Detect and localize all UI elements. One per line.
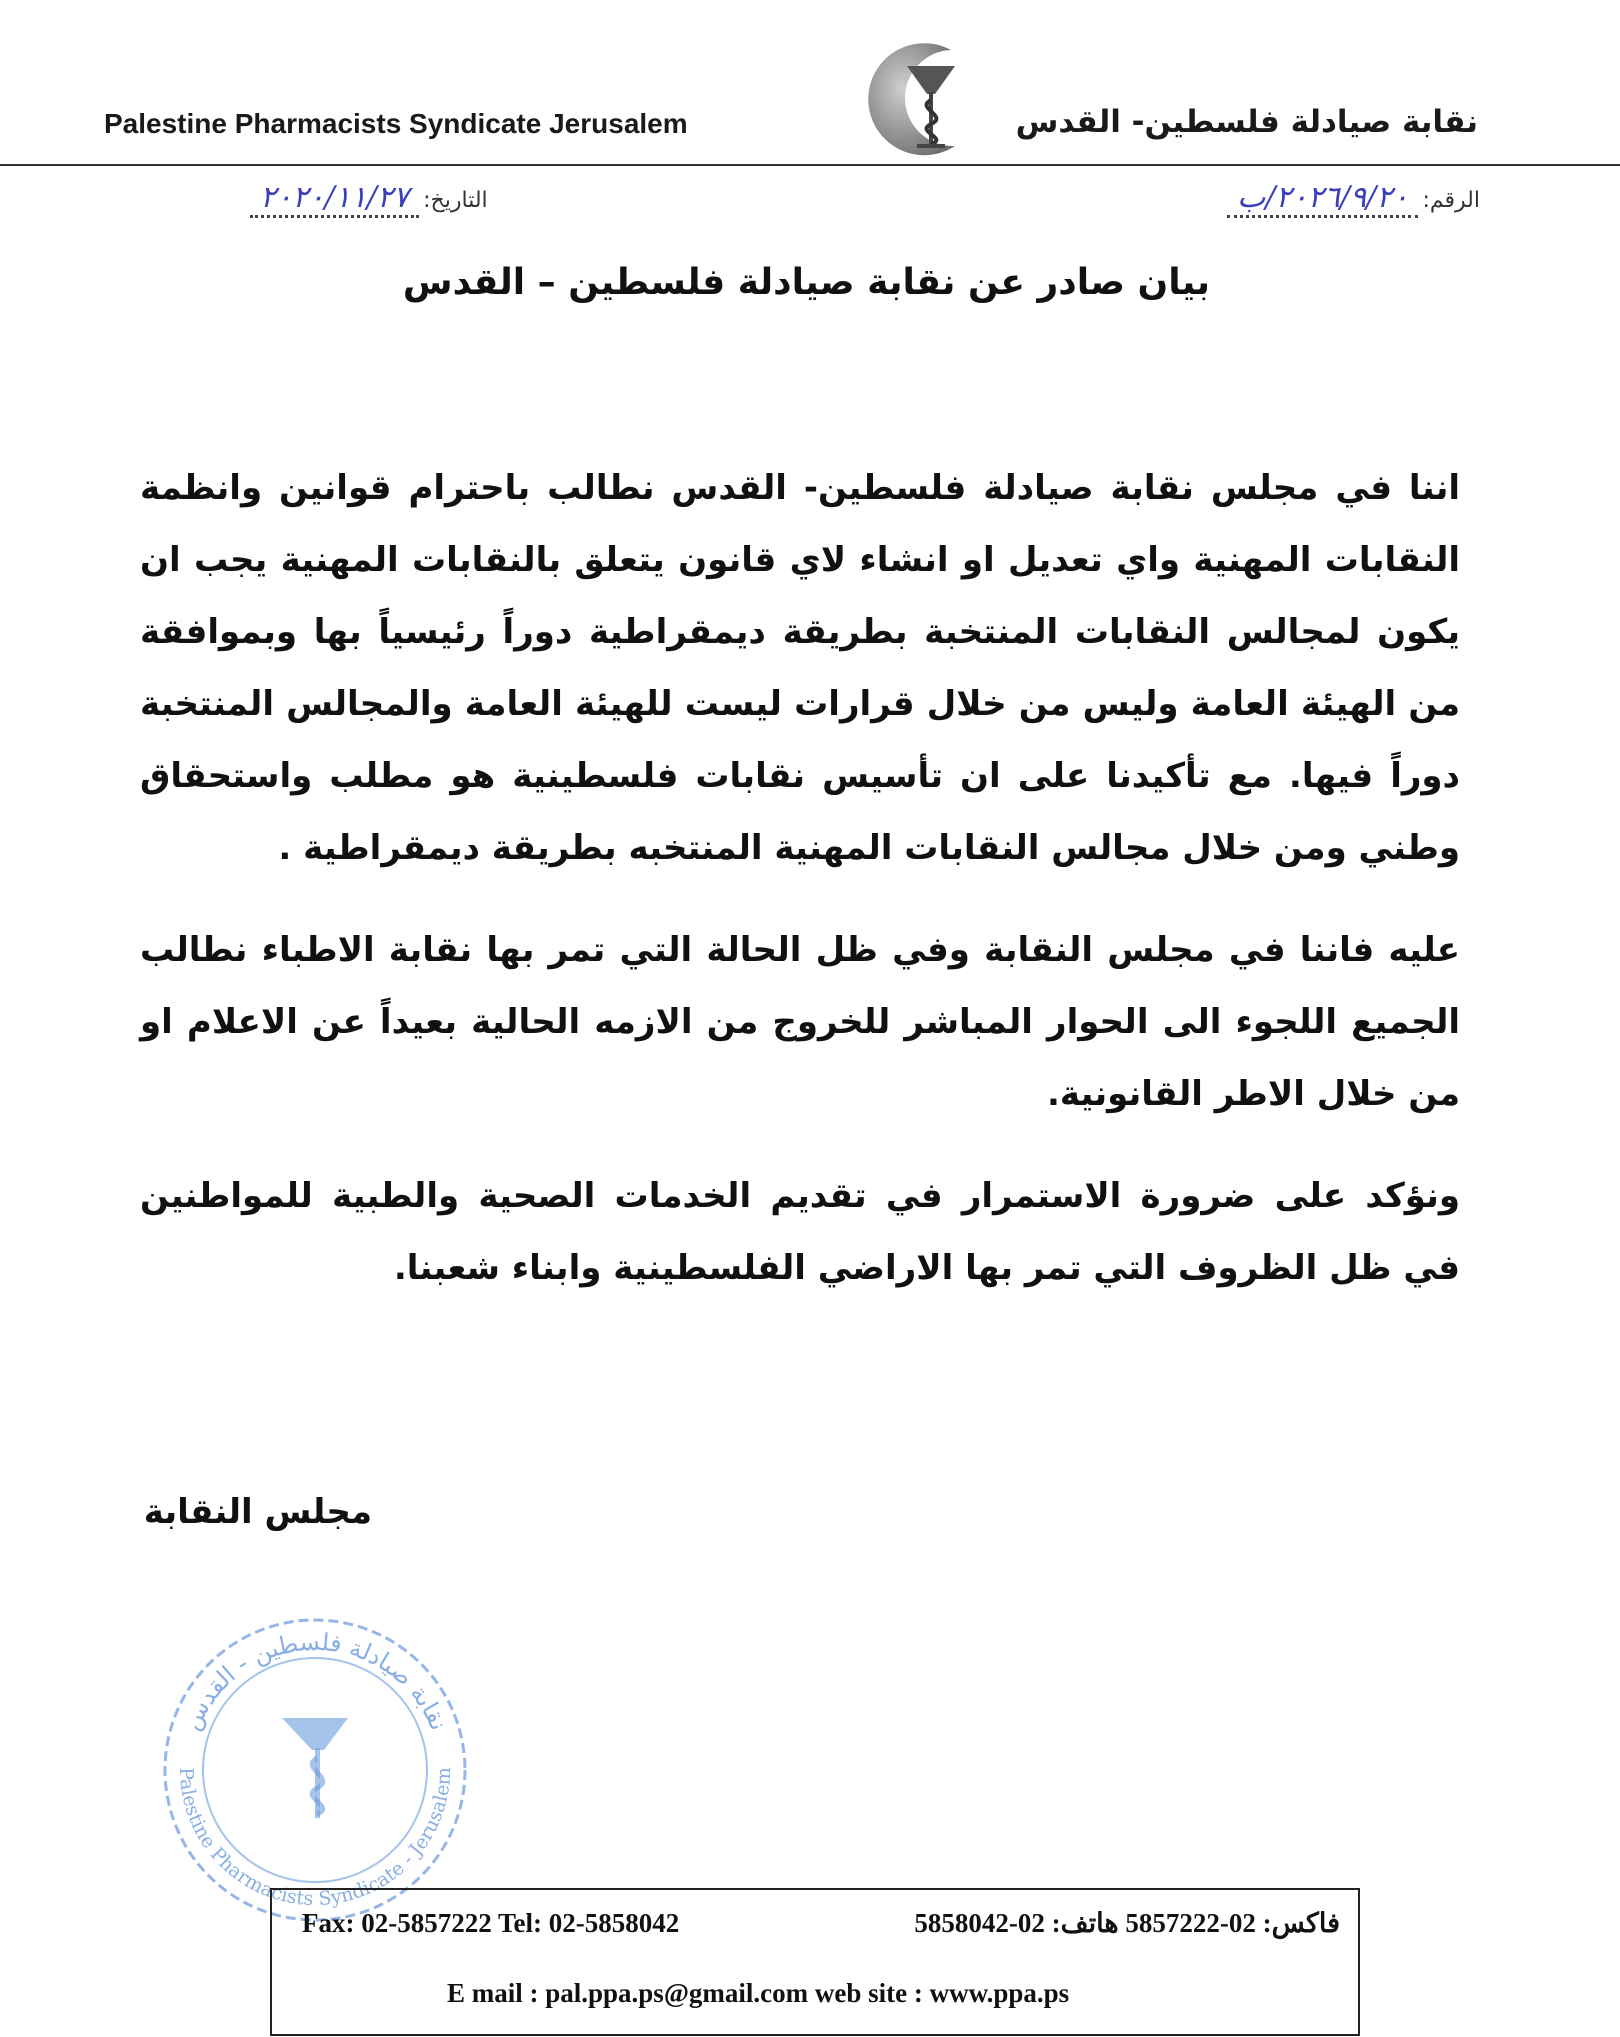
email-website: E mail : pal.ppa.ps@gmail.com web site : www.ppa.ps [447, 1978, 1070, 2008]
signature-council: مجلس النقابة [143, 1492, 372, 1532]
official-stamp-icon [150, 1600, 480, 1930]
contact-english: Fax: 02-5857222 Tel: 02-5858042 [302, 1908, 680, 1938]
reference-value: ٢٠٢٦/٩/٢٠/ب [1227, 180, 1418, 218]
header-divider [0, 164, 1620, 166]
org-name-arabic: نقابة صيادلة فلسطين- القدس [1015, 104, 1478, 140]
body-paragraph: اننا في مجلس نقابة صيادلة فلسطين- القدس نطالب باحترام قوانين وانظمة النقابات المهنية واي تعديل او انشاء لاي قانون يتعلق بالنقابات المهنية يجب ان يكون لمجالس النقابات المنتخبة بطريقة ديمقراطية دوراً رئيسياً بها وبموافقة من الهيئة العامة وليس من خلال قرارات ليست للهيئة العامة والمجالس المنتخبة دوراً فيها. مع تأكيدنا على ان تأسيس نقابات فلسطينية هو مطلب واستحقاق وطني ومن خلال مجالس النقابات المهنية المنتخبه بطريقة ديمقراطية . [140, 468, 1460, 868]
reference-number [1227, 180, 1480, 215]
stamp-text-english: Palestine Pharmacists Syndicate - Jerusalem [174, 1766, 456, 1911]
contact-arabic: فاكس: 02-5857222 هاتف: 02-5858042 [914, 1908, 1340, 1938]
stamp-text-arabic: نقابة صيادلة فلسطين - القدس [177, 1627, 453, 1735]
statement-body [140, 452, 1460, 1334]
syndicate-logo-icon [855, 28, 995, 168]
contact-footer [270, 1888, 1360, 2036]
date-label: التاريخ: [423, 188, 488, 213]
body-paragraph: عليه فاننا في مجلس النقابة وفي ظل الحالة التي تمر بها نقابة الاطباء نطالب الجميع اللجوء الى الحوار المباشر للخروج من الازمه الحالية بعيداً عن الاعلام او من خلال الاطر القانونية. [140, 930, 1460, 1114]
date-value: ٢٠٢٠/١١/٢٧ [250, 180, 419, 218]
reference-label: الرقم: [1422, 188, 1480, 213]
document-date [250, 180, 488, 215]
statement-title: بيان صادر عن نقابة صيادلة فلسطين – القدس [402, 262, 1210, 303]
org-name-english: Palestine Pharmacists Syndicate Jerusalem [104, 108, 688, 139]
body-paragraph: ونؤكد على ضرورة الاستمرار في تقديم الخدمات الصحية والطبية للمواطنين في ظل الظروف التي تمر بها الاراضي الفلسطينية وابناء شعبنا. [140, 1176, 1460, 1288]
